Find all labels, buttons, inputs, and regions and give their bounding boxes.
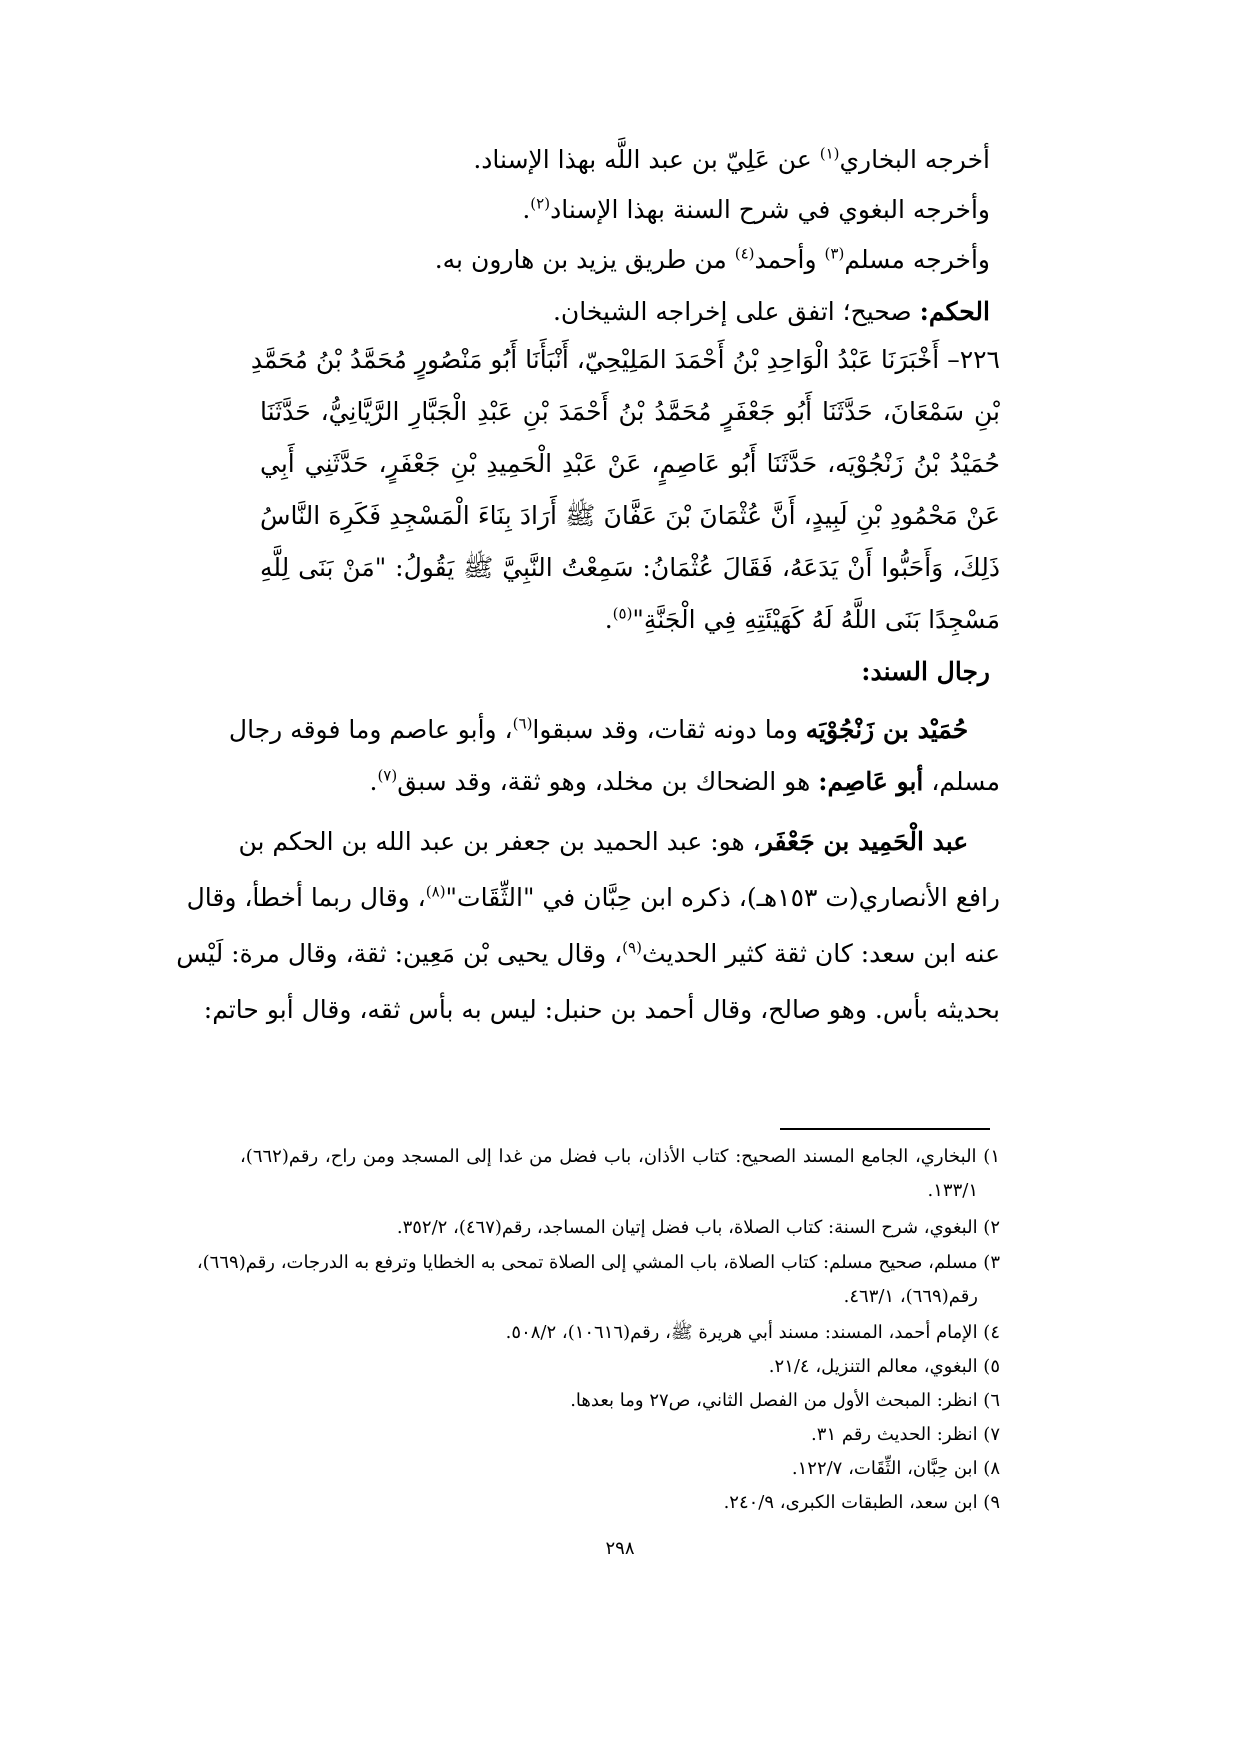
footnote-1-line-1: ١) البخاري، الجامع المسند الصحيح: كتاب الأذان، باب فضل من غدا إلى المسجد ومن راح، رقم(٦٦٢)، [240, 1146, 1000, 1167]
rijal-line-5 [176, 934, 1000, 974]
page-number: ٢٩٨ [605, 1538, 635, 1559]
footnote-ref-8[interactable]: (٨) [425, 882, 446, 901]
footnote-ref-5[interactable]: (٥) [612, 604, 633, 623]
hukm-line [553, 292, 990, 332]
hadith-line-5: ذَلِكَ، وَأَحَبُّوا أَنْ يَدَعَهُ، فَقَالَ عُثْمَانُ: سَمِعْتُ النَّبِيَّ ﷺ يَقُولُ: "مَنْ بَنَى لِلَّهِ [260, 553, 1000, 582]
footnote-9: ٩) ابن سعد، الطبقات الكبرى، ٢٤٠/٩. [723, 1492, 1000, 1513]
text-run: ، وقال ربما أخطأ، وقال [186, 883, 426, 912]
text-run: رافع الأنصاري(ت ١٥٣هـ)، ذكره ابن حِبَّان في "الثِّقَات" [445, 883, 1000, 912]
text-run: ، وأبو عاصم وما فوقه رجال [228, 715, 513, 744]
text-run: ، وقال يحيى بْن مَعِين: ثقة، وقال مرة: لَيْس [176, 939, 623, 968]
rijal-line-4 [186, 878, 1000, 918]
text-run: وأخرجه مسلم [844, 245, 990, 274]
footnote-ref-6[interactable]: (٦) [512, 714, 533, 733]
hukm-text: صحيح؛ اتفق على إخراجه الشيخان. [552, 297, 920, 326]
text-run: . [369, 767, 378, 796]
text-run: من طريق يزيد بن هارون به. [434, 245, 735, 274]
footnote-separator [780, 1128, 990, 1130]
rijal-line-1 [228, 710, 1000, 750]
text-run: وأخرجه البغوي في شرح السنة بهذا الإسناد [550, 195, 990, 224]
footnote-ref-1[interactable]: (١) [819, 144, 840, 163]
text-run: أخرجه البخاري [839, 145, 990, 174]
text-run: مَسْجِدًا بَنَى اللَّهُ لَهُ كَهَيْئَتِهِ فِي الْجَنَّةِ" [632, 605, 1000, 634]
footnote-7: ٧) انظر: الحديث رقم ٣١. [811, 1424, 1000, 1445]
text-run: . [604, 605, 613, 634]
footnote-8: ٨) ابن حِبَّان، الثِّقَات، ١٢٢/٧. [791, 1458, 1000, 1479]
takhrij-baghawi-line [522, 190, 990, 230]
text-run: عن عَلِيّ بن عبد اللَّه بهذا الإسناد. [473, 145, 820, 174]
rijal-line-2 [240, 762, 1000, 802]
text-run: هو الضحاك بن مخلد، وهو ثقة، وقد سبق [397, 767, 819, 796]
narrator-name: عبد الْحَمِيد بن جَعْفَر [760, 827, 969, 856]
hadith-line-4: عَنْ مَحْمُودِ بْنِ لَبِيدٍ، أَنَّ عُثْمَانَ بْنَ عَفَّانَ ﷺ أَرَادَ بِنَاءَ الْمَسْجِدِ فَكَرِهَ النَّاسُ [260, 501, 1000, 530]
footnote-ref-9[interactable]: (٩) [622, 938, 642, 957]
footnote-2: ٢) البغوي، شرح السنة: كتاب الصلاة، باب فضل إتيان المساجد، رقم(٤٦٧)، ٣٥٢/٢. [396, 1217, 1000, 1238]
rijal-heading: رجال السند: [861, 657, 990, 686]
hukm-label: الحكم: [919, 297, 990, 326]
narrator-name: أبو عَاصِم: [818, 767, 924, 796]
footnote-1-line-2: ١٣٣/١. [927, 1180, 978, 1201]
narrator-name: حُمَيْد بن زَنْجُوْيَه [805, 715, 969, 744]
rijal-line-3 [240, 822, 1000, 862]
text-run: وما دونه ثقات، وقد سبقوا [532, 715, 806, 744]
footnote-ref-2[interactable]: (٢) [530, 194, 551, 213]
takhrij-muslim-ahmad-line [435, 240, 990, 280]
rijal-line-6: بحديثه بأس. وهو صالح، وقال أحمد بن حنبل: ليس به بأس ثقه، وقال أبو حاتم: [203, 995, 1000, 1024]
footnote-ref-3[interactable]: (٣) [824, 244, 845, 263]
hadith-line-3: حُمَيْدُ بْنُ زَنْجُوْيَه، حَدَّثَنَا أَبُو عَاصِمٍ، عَنْ عَبْدِ الْحَمِيدِ بْنِ جَعْفَرٍ، حَدَّثَنِي أَبِي [260, 449, 1000, 478]
text-run: ، هو: عبد الحميد بن جعفر بن عبد الله بن الحكم بن [238, 827, 761, 856]
text-run: عنه ابن سعد: كان ثقة كثير الحديث [641, 939, 1000, 968]
text-run: وأحمد [754, 245, 825, 274]
takhrij-bukhari-line [473, 140, 990, 180]
text-run: مسلم، [923, 767, 1000, 796]
footnote-3-line-2: رقم(٦٦٩)، ٤٦٣/١. [843, 1286, 978, 1307]
footnote-4: ٤) الإمام أحمد، المسند: مسند أبي هريرة ﷺ، رقم(١٠٦١٦)، ٥٠٨/٢. [505, 1322, 1000, 1343]
footnote-ref-7[interactable]: (٧) [377, 766, 398, 785]
footnote-ref-4[interactable]: (٤) [734, 244, 755, 263]
hadith-line-6 [260, 600, 1000, 640]
hadith-line-2: بْنِ سَمْعَانَ، حَدَّثَنَا أَبُو جَعْفَرٍ مُحَمَّدُ بْنُ أَحْمَدَ بْنِ عَبْدِ الْجَبَّارِ الرَّيَّانِيُّ، حَدَّثَنَا [260, 397, 1000, 426]
text-run: . [522, 195, 531, 224]
footnote-3-line-1: ٣) مسلم، صحيح مسلم: كتاب الصلاة، باب المشي إلى الصلاة تمحى به الخطايا وترفع به الدرجات، رقم(٦٦٩)، [196, 1252, 1000, 1273]
hadith-line-1: ٢٢٦– أَخْبَرَنَا عَبْدُ الْوَاحِدِ بْنُ أَحْمَدَ المَلِيْحِيّ، أَنْبَأَنَا أَبُو مَنْصُورٍ مُحَمَّدُ بْنُ مُحَمَّدِ [250, 345, 1000, 374]
footnote-6: ٦) انظر: المبحث الأول من الفصل الثاني، ص٢٧ وما بعدها. [570, 1390, 1000, 1411]
footnote-5: ٥) البغوي، معالم التنزيل، ٢١/٤. [768, 1356, 1000, 1377]
